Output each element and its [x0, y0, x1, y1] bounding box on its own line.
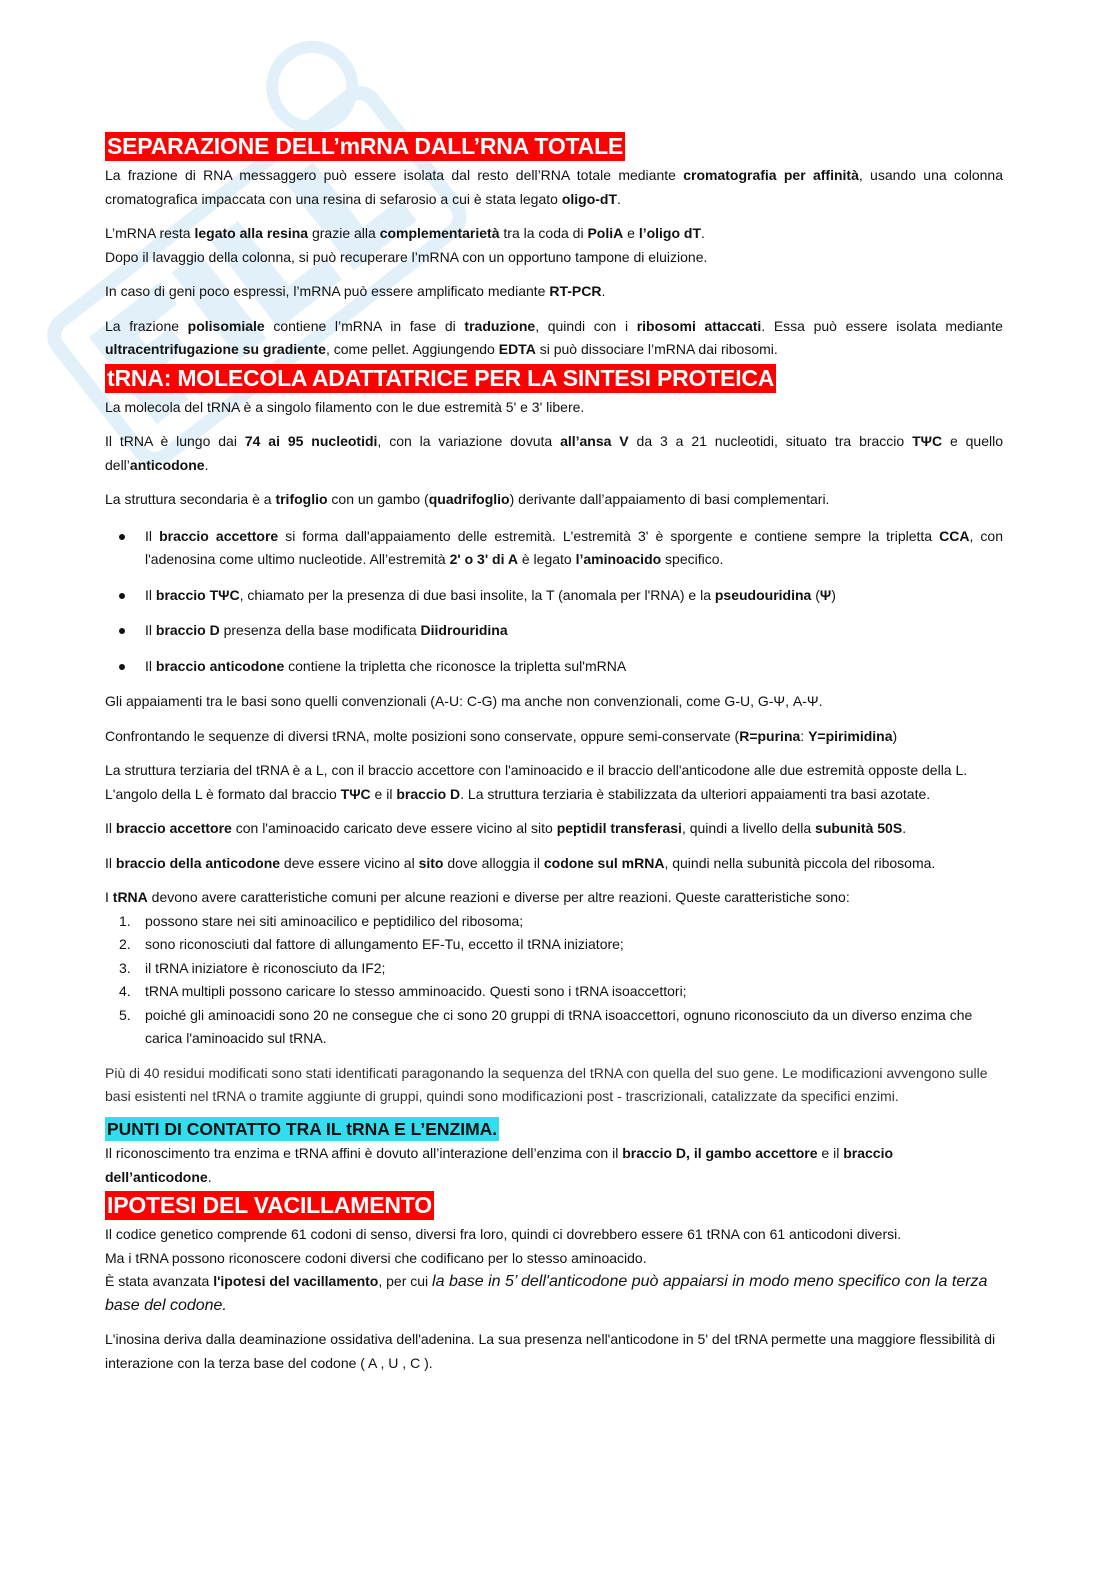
list-item: 1. possono stare nei siti aminoacilico e peptidilico del ribosoma; [119, 912, 524, 929]
paragraph: Il braccio accettore con l'aminoacido caricato deve essere vicino al sito peptidil transferasi, quindi a livello della subunità 50S. [105, 820, 907, 836]
paragraph: Il riconoscimento tra enzima e tRNA affini è dovuto all’interazione dell’enzima con il braccio D, il gambo accettore e il braccio dell’anticodone. [105, 1145, 894, 1185]
list-item: Il braccio anticodone contiene la tripletta che riconosce la tripletta sul'mRNA [105, 655, 1003, 679]
paragraph: La frazione polisomiale contiene l’mRNA in fase di traduzione, quindi con i ribosomi attaccati. Essa può essere isolata mediante ultracentrifugazione su gradiente, come pellet. Aggiungendo EDTA si può dissociare l’mRNA dai ribosomi. [105, 317, 1003, 357]
list-item: 5. poiché gli aminoacidi sono 20 ne consegue che ci sono 20 gruppi di tRNA isoaccettori, ognuno riconosciuto da un diverso enzima che carica l'aminoacido sul tRNA. [119, 1006, 973, 1046]
paragraph: Più di 40 residui modificati sono stati identificati paragonando la sequenza del tRNA con quella del suo gene. Le modificazioni avvengono sulle basi esistenti nel tRNA o tramite aggiunte di gruppi, quindi sono modificazioni post - trascrizionali, catalizzate da specifici enzimi. [105, 1064, 988, 1104]
list-item: Il braccio D presenza della base modificata Diidrouridina [105, 619, 1003, 643]
paragraph: Il tRNA è lungo dai 74 ai 95 nucleotidi, con la variazione dovuta all’ansa V da 3 a 21 nucleotidi, situato tra braccio TΨC e quello dell’anticodone. [105, 433, 1004, 473]
paragraph: La molecola del tRNA è a singolo filamento con le due estremità 5' e 3' libere. [105, 398, 585, 415]
paragraph: I tRNA devono avere caratteristiche comuni per alcune reazioni e diverse per altre reazioni. Queste caratteristiche sono: [105, 889, 850, 905]
heading-wobble-hypothesis: IPOTESI DEL VACILLAMENTO [107, 1192, 432, 1218]
bullet-icon [119, 534, 125, 540]
heading-mrna-separation: SEPARAZIONE DELL’mRNA DALL’RNA TOTALE [107, 133, 624, 159]
list-item: 3. il tRNA iniziatore è riconosciuto da IF2; [119, 959, 386, 976]
list-item: Il braccio accettore si forma dall'appaiamento delle estremità. L'estremità 3' è sporgente e contiene sempre la tripletta CCA, con l'adenosina come ultimo nucleotide. All’estremità 2' o 3' di A è legato l’aminoacido specifico. [105, 525, 1003, 572]
paragraph: In caso di geni poco espressi, l’mRNA può essere amplificato mediante RT-PCR. [105, 283, 606, 299]
paragraph: L'inosina deriva dalla deaminazione ossidativa dell'adenina. La sua presenza nell'anticodone in 5' del tRNA permette una maggiore flessibilità di interazione con la terza base del codone ( A , U , C ). [105, 1331, 996, 1371]
paragraph: È stata avanzata l'ipotesi del vacillamento, per cui la base in 5’ dell'anticodone può appaiarsi in modo meno specifico con la terza base del codone. [105, 1273, 988, 1314]
paragraph: L’mRNA resta legato alla resina grazie alla complementarietà tra la coda di PoliA e l’oligo dT. [105, 225, 705, 241]
document-page [105, 132, 1003, 1386]
bullet-list [105, 525, 1003, 679]
bullet-icon [119, 628, 125, 634]
paragraph: Ma i tRNA possono riconoscere codoni diversi che codificano per lo stesso aminoacido. [105, 1249, 647, 1266]
heading-trna-adaptor: tRNA: MOLECOLA ADATTATRICE PER LA SINTESI PROTEICA [107, 364, 775, 391]
paragraph: Gli appaiamenti tra le basi sono quelli convenzionali (A-U: C-G) ma anche non convenzionali, come G-U, G-Ψ, A-Ψ. [105, 693, 823, 709]
heading-contact-points: PUNTI DI CONTATTO TRA IL tRNA E L’ENZIMA. [107, 1118, 498, 1139]
list-item: Il braccio TΨC, chiamato per la presenza di due basi insolite, la T (anomala per l'RNA) e la pseudouridina (Ψ) [105, 584, 1003, 608]
paragraph: Il codice genetico comprende 61 codoni di senso, diversi fra loro, quindi ci dovrebbero essere 61 tRNA con 61 anticodoni diversi. [105, 1226, 902, 1242]
paragraph: Il braccio della anticodone deve essere vicino al sito dove alloggia il codone sul mRNA, quindi nella subunità piccola del ribosoma. [105, 854, 936, 871]
paragraph: Confrontando le sequenze di diversi tRNA, molte posizioni sono conservate, oppure semi-conservate (R=purina: Y=pirimidina) [105, 727, 898, 744]
numbered-list [105, 910, 1003, 1051]
paragraph: La struttura secondaria è a trifoglio con un gambo (quadrifoglio) derivante dall’appaiamento di basi complementari. [105, 491, 830, 507]
paragraph: La frazione di RNA messaggero può essere isolata dal resto dell’RNA totale mediante cromatografia per affinità, usando una colonna cromatografica impaccata con una resina di sefarosio a cui è stata legato oligo-dT. [105, 167, 1003, 207]
bullet-icon [119, 664, 125, 670]
list-item: 4. tRNA multipli possono caricare lo stesso amminoacido. Questi sono i tRNA isoaccettori; [119, 983, 687, 999]
paragraph: Dopo il lavaggio della colonna, si può recuperare l’mRNA con un opportuno tampone di eluizione. [105, 248, 708, 265]
paragraph: La struttura terziaria del tRNA è a L, con il braccio accettore con l'aminoacido e il braccio dell'anticodone alle due estremità opposte della L. L'angolo della L è formato dal braccio TΨC e il braccio D. La struttura terziaria è stabilizzata da ulteriori appaiamenti tra basi azotate. [105, 762, 968, 802]
bullet-icon [119, 593, 125, 599]
list-item: 2. sono riconosciuti dal fattore di allungamento EF-Tu, eccetto il tRNA iniziatore; [119, 936, 624, 952]
